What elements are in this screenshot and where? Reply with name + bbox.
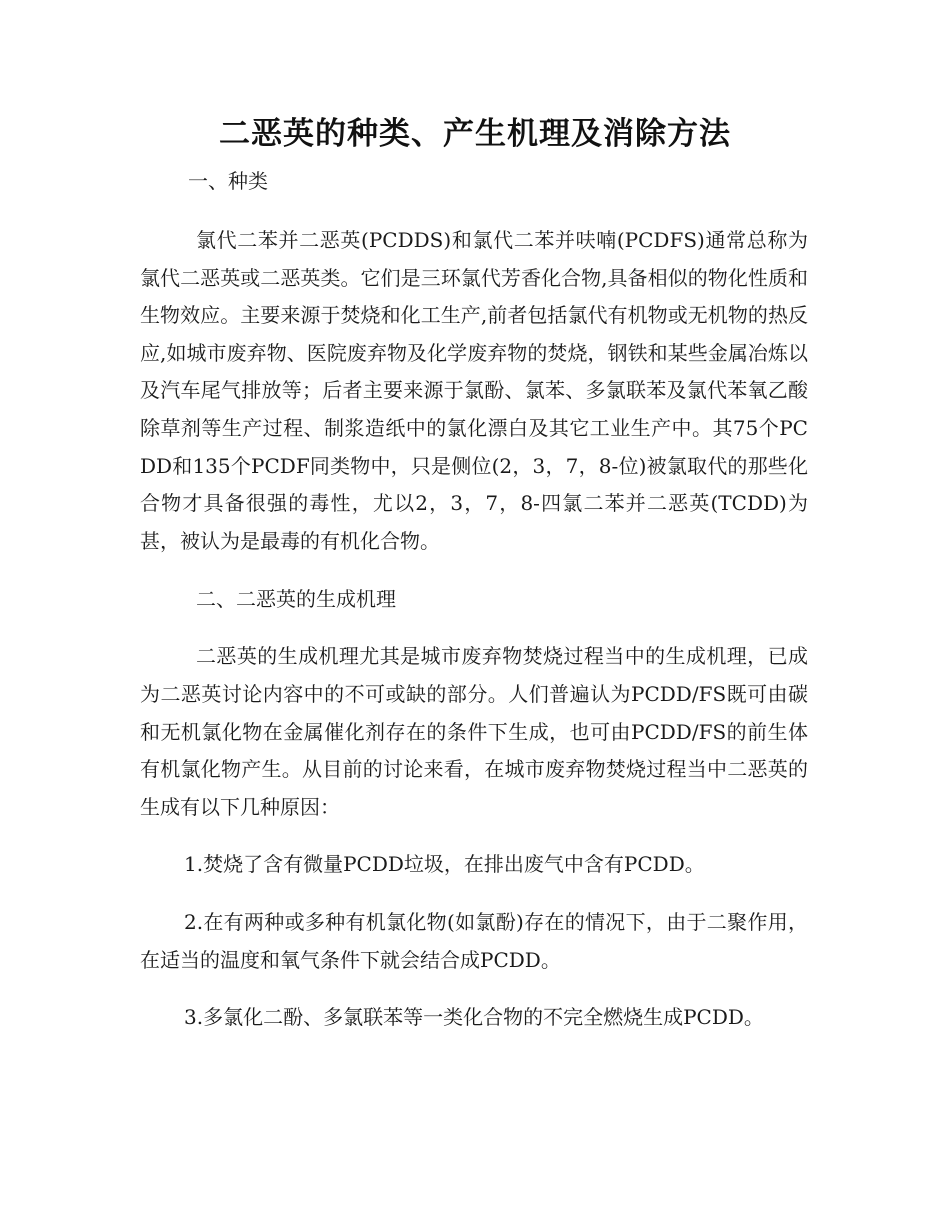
- list-item-3: 3.多氯化二酚、多氯联苯等一类化合物的不完全燃烧生成PCDD。: [184, 1005, 764, 1030]
- paragraph-formation: 二恶英的生成机理尤其是城市废弃物焚烧过程当中的生成机理，已成为二恶英讨论内容中的不可或缺的部分。人们普遍认为PCDD/FS既可由碳和无机氯化物在金属催化剂存在的条件下生成，也可由PCDD/FS的前生体有机氯化物产生。从目前的讨论来看，在城市废弃物焚烧过程当中二恶英的生成有以下几种原因：: [140, 644, 808, 819]
- paragraph-types: 氯代二苯并二恶英(PCDDS)和氯代二苯并呋喃(PCDFS)通常总称为氯代二恶英或二恶英类。它们是三环氯代芳香化合物,具备相似的物化性质和生物效应。主要来源于焚烧和化工生产,前者包括氯代有机物或无机物的热反应,如城市废弃物、医院废弃物及化学废弃物的焚烧，钢铁和某些金属冶炼以及汽车尾气排放等；后者主要来源于氯酚、氯苯、多氯联苯及氯代苯氧乙酸除草剂等生产过程、制浆造纸中的氯化漂白及其它工业生产中。其75个PCDD和135个PCDF同类物中，只是侧位(2，3，7，8-位)被氯取代的那些化合物才具备很强的毒性，尤以2，3，7，8-四氯二苯并二恶英(TCDD)为甚，被认为是最毒的有机化合物。: [140, 228, 808, 553]
- document-body: [140, 160, 808, 1037]
- list-item-1: 1.焚烧了含有微量PCDD垃圾，在排出废气中含有PCDD。: [184, 852, 705, 877]
- section-heading-formation: 二、二恶英的生成机理: [196, 587, 396, 612]
- list-item-2: 2.在有两种或多种有机氯化物(如氯酚)存在的情况下，由于二聚作用，在适当的温度和氧气条件下就会结合成PCDD。: [140, 909, 808, 972]
- section-heading-types: 一、种类: [188, 169, 268, 193]
- document-title: 二恶英的种类、产生机理及消除方法: [219, 116, 731, 152]
